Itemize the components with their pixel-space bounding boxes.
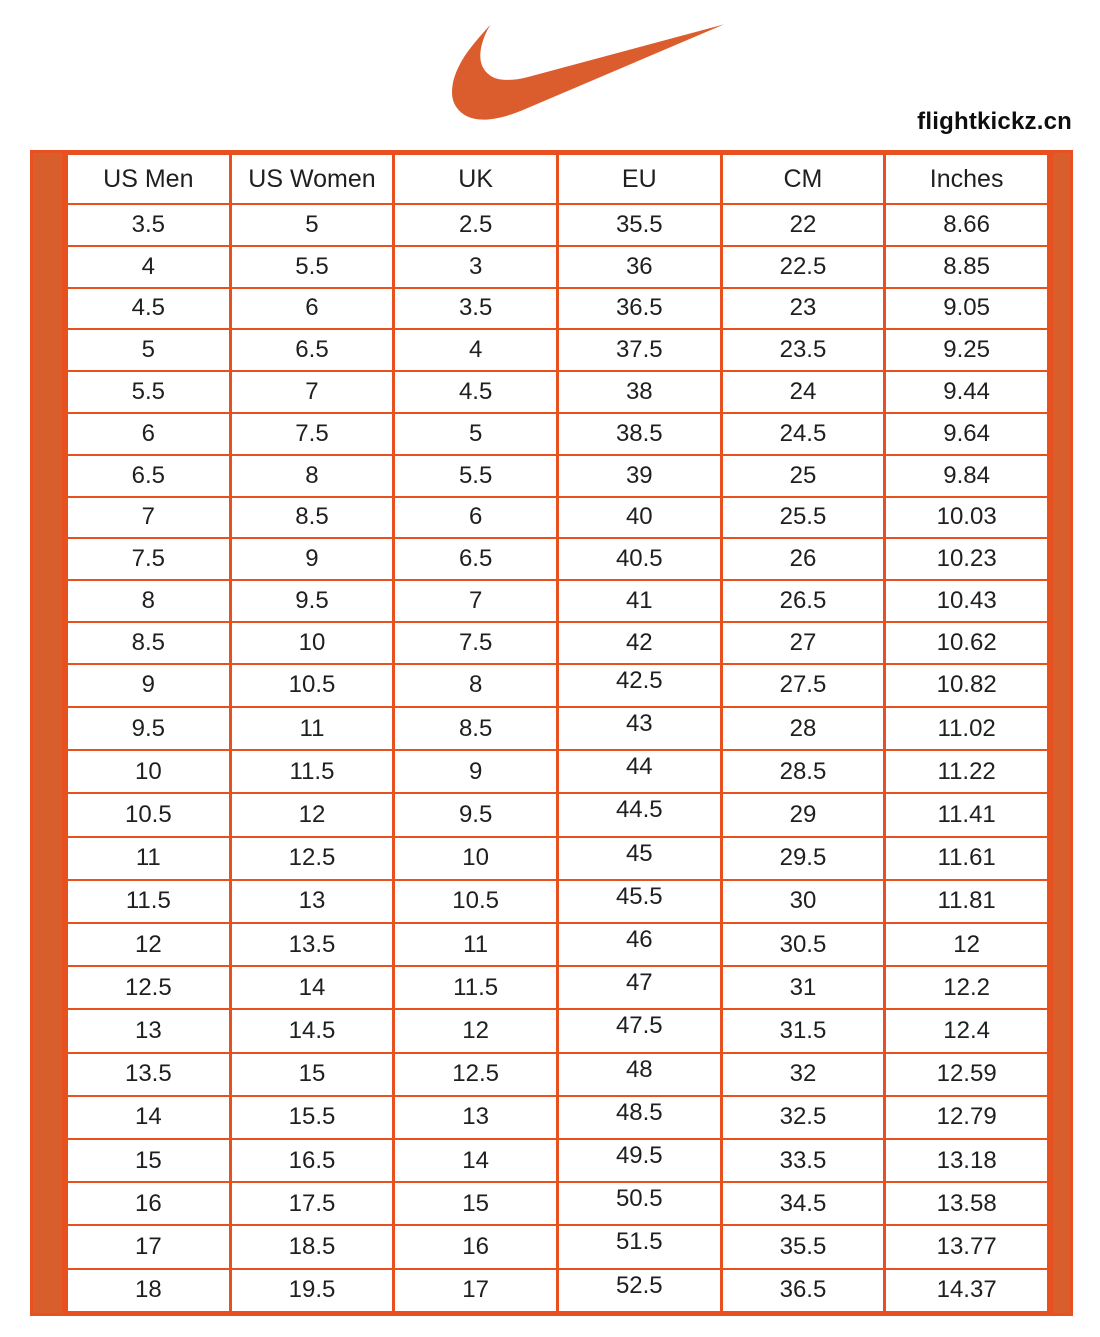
size-cell: 8.66 — [885, 204, 1049, 246]
table-row — [67, 413, 1049, 455]
size-cell: 11.02 — [885, 707, 1049, 750]
size-cell: 8 — [67, 580, 231, 622]
size-cell: 12 — [67, 923, 231, 966]
size-cell: 10 — [394, 837, 558, 880]
size-cell: 10.23 — [885, 538, 1049, 580]
size-cell: 15 — [230, 1053, 394, 1096]
size-cell: 17 — [394, 1269, 558, 1312]
size-cell: 13.77 — [885, 1225, 1049, 1268]
size-cell: 43 — [557, 707, 721, 750]
size-cell: 9.5 — [394, 793, 558, 836]
size-cell: 4 — [67, 246, 231, 288]
table-row — [67, 837, 1049, 880]
size-cell: 7 — [67, 497, 231, 539]
size-cell: 17.5 — [230, 1182, 394, 1225]
size-cell: 42 — [557, 622, 721, 664]
size-cell: 5 — [67, 329, 231, 371]
size-cell: 52.5 — [557, 1269, 721, 1312]
size-cell: 11.5 — [230, 750, 394, 793]
size-cell: 8.5 — [230, 497, 394, 539]
size-cell: 29 — [721, 793, 885, 836]
size-cell: 16 — [67, 1182, 231, 1225]
size-cell: 47.5 — [557, 1009, 721, 1052]
size-cell: 36.5 — [721, 1269, 885, 1312]
size-cell: 13.5 — [230, 923, 394, 966]
size-cell: 37.5 — [557, 329, 721, 371]
size-conversion-table — [65, 153, 1050, 1313]
size-cell: 34.5 — [721, 1182, 885, 1225]
column-header-us-women: US Women — [230, 154, 394, 204]
size-cell: 42.5 — [557, 664, 721, 707]
size-cell: 24 — [721, 371, 885, 413]
size-cell: 7.5 — [230, 413, 394, 455]
size-cell: 7.5 — [394, 622, 558, 664]
size-cell: 10.03 — [885, 497, 1049, 539]
size-cell: 18 — [67, 1269, 231, 1312]
size-cell: 25.5 — [721, 497, 885, 539]
column-header-inches: Inches — [885, 154, 1049, 204]
size-cell: 16.5 — [230, 1139, 394, 1182]
size-cell: 5.5 — [230, 246, 394, 288]
size-cell: 9.44 — [885, 371, 1049, 413]
size-cell: 12.79 — [885, 1096, 1049, 1139]
size-cell: 11.81 — [885, 880, 1049, 923]
size-cell: 6.5 — [67, 455, 231, 497]
size-cell: 10 — [230, 622, 394, 664]
column-header-eu: EU — [557, 154, 721, 204]
size-cell: 10.5 — [394, 880, 558, 923]
size-cell: 17 — [67, 1225, 231, 1268]
header-row — [67, 154, 1049, 204]
table-row — [67, 1009, 1049, 1052]
watermark-text: flightkickz.cn — [917, 108, 1072, 135]
size-cell: 9.25 — [885, 329, 1049, 371]
size-cell: 4.5 — [67, 288, 231, 330]
size-cell: 30.5 — [721, 923, 885, 966]
size-cell: 8.5 — [67, 622, 231, 664]
size-cell: 13 — [394, 1096, 558, 1139]
table-row — [67, 497, 1049, 539]
size-cell: 26 — [721, 538, 885, 580]
size-cell: 25 — [721, 455, 885, 497]
size-cell: 29.5 — [721, 837, 885, 880]
size-cell: 7 — [394, 580, 558, 622]
size-cell: 8 — [394, 664, 558, 707]
size-cell: 44.5 — [557, 793, 721, 836]
table-row — [67, 966, 1049, 1009]
size-cell: 11.61 — [885, 837, 1049, 880]
size-cell: 12.2 — [885, 966, 1049, 1009]
size-cell: 14 — [230, 966, 394, 1009]
size-cell: 12 — [394, 1009, 558, 1052]
right-accent-bar — [1050, 153, 1070, 1313]
table-row — [67, 329, 1049, 371]
size-cell: 41 — [557, 580, 721, 622]
size-cell: 49.5 — [557, 1139, 721, 1182]
size-cell: 5.5 — [67, 371, 231, 413]
table-row — [67, 1139, 1049, 1182]
table-row — [67, 1053, 1049, 1096]
size-cell: 4.5 — [394, 371, 558, 413]
size-cell: 15 — [394, 1182, 558, 1225]
table-row — [67, 580, 1049, 622]
size-cell: 32 — [721, 1053, 885, 1096]
size-cell: 48 — [557, 1053, 721, 1096]
size-cell: 15.5 — [230, 1096, 394, 1139]
size-cell: 7 — [230, 371, 394, 413]
size-cell: 8 — [230, 455, 394, 497]
size-cell: 11.5 — [394, 966, 558, 1009]
size-cell: 12 — [230, 793, 394, 836]
size-cell: 9 — [230, 538, 394, 580]
size-cell: 13 — [67, 1009, 231, 1052]
size-cell: 19.5 — [230, 1269, 394, 1312]
size-cell: 45 — [557, 837, 721, 880]
table-row — [67, 1096, 1049, 1139]
size-cell: 32.5 — [721, 1096, 885, 1139]
size-cell: 27.5 — [721, 664, 885, 707]
column-header-uk: UK — [394, 154, 558, 204]
size-cell: 13.58 — [885, 1182, 1049, 1225]
size-cell: 50.5 — [557, 1182, 721, 1225]
size-cell: 5 — [394, 413, 558, 455]
table-row — [67, 246, 1049, 288]
size-cell: 10.5 — [230, 664, 394, 707]
size-cell: 13.18 — [885, 1139, 1049, 1182]
size-cell: 28 — [721, 707, 885, 750]
size-cell: 9.5 — [230, 580, 394, 622]
size-cell: 22 — [721, 204, 885, 246]
size-cell: 28.5 — [721, 750, 885, 793]
table-row — [67, 793, 1049, 836]
size-cell: 3.5 — [394, 288, 558, 330]
size-cell: 33.5 — [721, 1139, 885, 1182]
size-cell: 11.5 — [67, 880, 231, 923]
table-row — [67, 455, 1049, 497]
size-cell: 13 — [230, 880, 394, 923]
size-cell: 12.5 — [394, 1053, 558, 1096]
table-row — [67, 664, 1049, 707]
size-cell: 18.5 — [230, 1225, 394, 1268]
size-cell: 9 — [67, 664, 231, 707]
table-body — [67, 204, 1049, 1312]
size-cell: 40 — [557, 497, 721, 539]
size-cell: 7.5 — [67, 538, 231, 580]
size-cell: 35.5 — [557, 204, 721, 246]
size-cell: 45.5 — [557, 880, 721, 923]
table-row — [67, 750, 1049, 793]
size-cell: 9.5 — [67, 707, 231, 750]
size-cell: 47 — [557, 966, 721, 1009]
size-cell: 12.5 — [230, 837, 394, 880]
size-cell: 36.5 — [557, 288, 721, 330]
size-cell: 48.5 — [557, 1096, 721, 1139]
size-cell: 6 — [230, 288, 394, 330]
size-cell: 24.5 — [721, 413, 885, 455]
size-cell: 10 — [67, 750, 231, 793]
size-cell: 14 — [67, 1096, 231, 1139]
size-cell: 46 — [557, 923, 721, 966]
table-row — [67, 923, 1049, 966]
size-cell: 16 — [394, 1225, 558, 1268]
size-cell: 5.5 — [394, 455, 558, 497]
table-row — [67, 622, 1049, 664]
left-accent-bar — [33, 153, 65, 1313]
size-cell: 40.5 — [557, 538, 721, 580]
size-cell: 26.5 — [721, 580, 885, 622]
size-cell: 14.37 — [885, 1269, 1049, 1312]
size-cell: 23 — [721, 288, 885, 330]
size-cell: 31 — [721, 966, 885, 1009]
size-cell: 15 — [67, 1139, 231, 1182]
size-table-frame — [30, 150, 1073, 1316]
size-cell: 9.64 — [885, 413, 1049, 455]
size-cell: 12.59 — [885, 1053, 1049, 1096]
size-cell: 14 — [394, 1139, 558, 1182]
size-cell: 2.5 — [394, 204, 558, 246]
table-row — [67, 707, 1049, 750]
size-cell: 4 — [394, 329, 558, 371]
swoosh-icon — [452, 14, 724, 130]
column-header-cm: CM — [721, 154, 885, 204]
size-cell: 12 — [885, 923, 1049, 966]
size-cell: 38.5 — [557, 413, 721, 455]
size-cell: 11 — [394, 923, 558, 966]
column-header-us-men: US Men — [67, 154, 231, 204]
size-cell: 38 — [557, 371, 721, 413]
size-cell: 10.62 — [885, 622, 1049, 664]
size-cell: 5 — [230, 204, 394, 246]
table-row — [67, 538, 1049, 580]
size-cell: 14.5 — [230, 1009, 394, 1052]
size-cell: 11 — [230, 707, 394, 750]
size-cell: 31.5 — [721, 1009, 885, 1052]
nike-swoosh-logo — [452, 14, 724, 130]
size-cell: 22.5 — [721, 246, 885, 288]
size-cell: 39 — [557, 455, 721, 497]
table-row — [67, 1225, 1049, 1268]
size-cell: 9.05 — [885, 288, 1049, 330]
size-cell: 8.5 — [394, 707, 558, 750]
size-cell: 36 — [557, 246, 721, 288]
size-cell: 10.5 — [67, 793, 231, 836]
size-cell: 11.41 — [885, 793, 1049, 836]
table-row — [67, 204, 1049, 246]
size-cell: 11 — [67, 837, 231, 880]
table-row — [67, 371, 1049, 413]
size-cell: 3 — [394, 246, 558, 288]
size-cell: 30 — [721, 880, 885, 923]
size-cell: 13.5 — [67, 1053, 231, 1096]
size-cell: 6 — [67, 413, 231, 455]
size-cell: 10.82 — [885, 664, 1049, 707]
table-row — [67, 1182, 1049, 1225]
size-cell: 8.85 — [885, 246, 1049, 288]
size-cell: 12.5 — [67, 966, 231, 1009]
size-cell: 9.84 — [885, 455, 1049, 497]
size-cell: 12.4 — [885, 1009, 1049, 1052]
table-row — [67, 1269, 1049, 1312]
size-cell: 11.22 — [885, 750, 1049, 793]
table-row — [67, 880, 1049, 923]
table-row — [67, 288, 1049, 330]
size-cell: 6.5 — [230, 329, 394, 371]
size-cell: 3.5 — [67, 204, 231, 246]
size-cell: 51.5 — [557, 1225, 721, 1268]
size-cell: 6 — [394, 497, 558, 539]
size-cell: 23.5 — [721, 329, 885, 371]
size-cell: 44 — [557, 750, 721, 793]
size-cell: 6.5 — [394, 538, 558, 580]
size-cell: 35.5 — [721, 1225, 885, 1268]
table-head — [67, 154, 1049, 204]
size-cell: 27 — [721, 622, 885, 664]
size-cell: 9 — [394, 750, 558, 793]
size-cell: 10.43 — [885, 580, 1049, 622]
